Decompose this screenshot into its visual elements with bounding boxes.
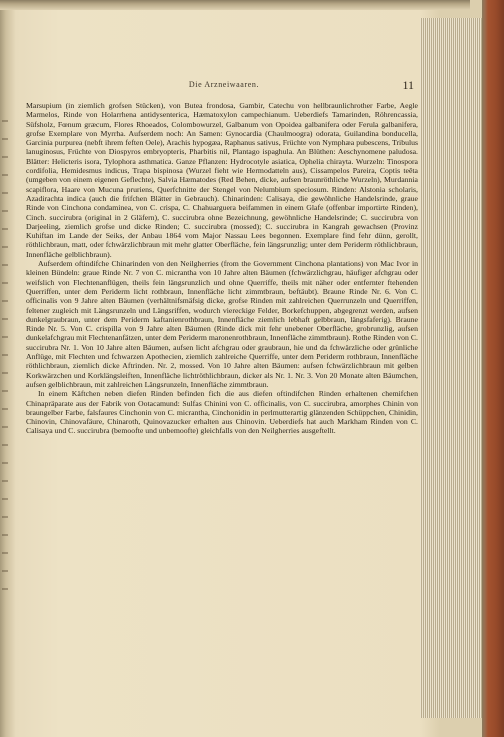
top-page-edge: [0, 0, 470, 10]
paragraph-2: Aufserdem oftindifche Chinarinden von den Neilgherries (from the Government Cinchona plantations) von Mac Ivor in kleinen Bündeln: graue Rinde Nr. 7 von C. micrantha von 10 Jahre alten Bäumen (fchwärzlichgrau, häufiger afchgrau oder weifslich von Flechtenanflügen, theils fein längsrunzlich und ohne Querriffe, theils mit näher oder entfernter ftehenden Querriffen, unter dem Periderm licht rothbraun, Innenfläche licht zimmtbraun, beftäubt). Braune Rinde Nr. 6. Von C. officinalis von 9 Jahre alten Bäumen (verhältnifsmäfsig dicke, grofse Rinden mit zahlreichen Querrunzeln und Querriffen, feltener zugleich mit Längsrunzeln und Längsriffen, wodurch viereckige Felder, Borkefchuppen, abgegrenzt werden, aufsen dunkelgraubraun, unter dem Periderm kaftanienrothbraun, Innenfläche ziemlich lebhaft gelbbraun, längsfaferig). Braune Rinde Nr. 5. Von C. crispilla von 9 Jahre alten Bäumen (Rinde dick mit fehr unebener Oberfläche, grobrunzlig, aufsen dunkelafchgrau mit Flechtenanfätzen, unter dem Periderm maronenrothbraun, Innenfläche zimmtbraun). Rothe Rinden von C. succirubra Nr. 1. Von 10 Jahre alten Bäumen, aufsen licht afchgrau oder graubraun, hie und da fchwärzliche oder grünliche Anflüge, mit Flechten und fchwarzen Apothecien, ziemlich zahlreiche Querriffe, unter dem Periderm rothbraun, Innenfläche röthlichbraun, ziemlich dicke Aftrinden. Nr. 2, mossed. Von 10 Jahre alten Bäumen: aufsen fchwärzlichbraun mit gelben Korkwärzchen und Korklängsleiften, Innenfläche lichtröthlichbraun, dicker als Nr. 1. Nr. 3. Von 20 Monate alten Bäumchen, aufsen gelblichbraun, mit zahlreichen Längsrunzeln, Innenfläche zimmtbraun.: [26, 259, 418, 389]
binding-gutter: [2, 120, 8, 590]
running-title: Die Arzneiwaaren.: [188, 80, 260, 89]
paragraph-3: In einem Käftchen neben diefen Rinden befinden fich die aus diefen oftindifchen Rinden erhaltenen chemifchen Chinapräparate aus der Fabrik von Ootacamund: Sulfas Chinini von C. officinalis, von C. succirubra, amorphes Chinin von braungelber Farbe, falsfaures Cinchonin von C. micrantha, Cinchonidin in perlmutterartig glänzenden Schüppchen, Chinidin, Chinovin, Chinovafäure, Chinaroth, Quinovazucker erhalten aus Chinovin. Ueberdiefs hat auch Markham Rinden von C. Calisaya und C. succirubra (bemoofte und unbemoofte) gleichfalls von den Neilgherries ausgeftellt.: [26, 389, 418, 436]
stacked-page-edges: [420, 18, 482, 718]
paragraph-1: Marsupium (in ziemlich grofsen Stücken), von Butea frondosa, Gambir, Catechu von hellbraunlichrother Farbe, Aegle Marmelos, Rinde von Holarrhena antidysenterica, Hæmatoxylon campechianum. Ueberdiefs Tamarinden, Röhrencassia, Süfsholz, Fœnum græcum, Flores Rhoeados, Colombowurzel, Galbanum von Opoidea galbanifera oder Ferula galbanifera, grofse Exemplare von Myrrha. Aufserdem noch: An Samen: Gynocardia (Chaulmoogra) odorata, Guilandina bonducella, Garcinia purpurea (nebft ihrem feften Oele), Arachis hypogæa, Raphanus sativus, Früchte von Nymphæa pubescens, Tribulus lanuginosus, Früchte von Diospyros embryopteris, Pharbitis nil, Plantago ispaghula. An Blüthen: Aeschynomene paludosa. Blätter: Helicteris isora, Tylophora asthmatica. Ganze Pflanzen: Hydrocotyle asiatica, Ophelia chirayta. Wurzeln: Tinospora cordifolia, Hemidesmus indicus, Trapa bispinosa (Wurzel fieht wie Hermodatteln aus), Cissampelos Pareira, Coptis teěta (umgeben von einem eigenen Geflechte), Salvia Hæmatodes (Red Behen, dicke, aufsen braunröthliche Wurzeln), Murdannia scapiflora, Haare von Mucuna pruriens, Querfchnitte der Stengel von Nelumbium speciosum. Rinden: Alstonia scholaris, Azadirachta indica (auch die frifchen Blätter in Gebrauch). Chinarinden: Calisaya, die gewöhnliche Handelsrinde, graue Rinde von Cinchona condaminea, von C. crispa, C. Chahuarguera beifammen in einem Glafe (offenbar importirte Rinden), Cinch. succirubra (original in 2 Gläfern), C. succirubra ohne Bezeichnung, gewöhnliche Handelsrinde; C. succirubra von Darjeeling, ziemlich grofse und dicke Rinden; C. succirubra (mossed); C. succirubra in Kangrah gewachsen (Provinz Kuhiftan im Lande der Seiks, der Anbau 1864 vom Major Nassau Lees begonnen. Exemplare find fehr dünn, gerollt, röthlichbraun, matt, oder fchwärzlichbraun mit mehr glatter Oberfläche, fein längsrunzlig; unter dem Periderm röthlichbraun, Innenfläche gelblichbraun).: [26, 101, 418, 259]
page-number: 11: [402, 78, 414, 92]
body-text: [26, 101, 418, 436]
page-header: [28, 80, 420, 94]
book-cover-edge: [482, 0, 504, 737]
